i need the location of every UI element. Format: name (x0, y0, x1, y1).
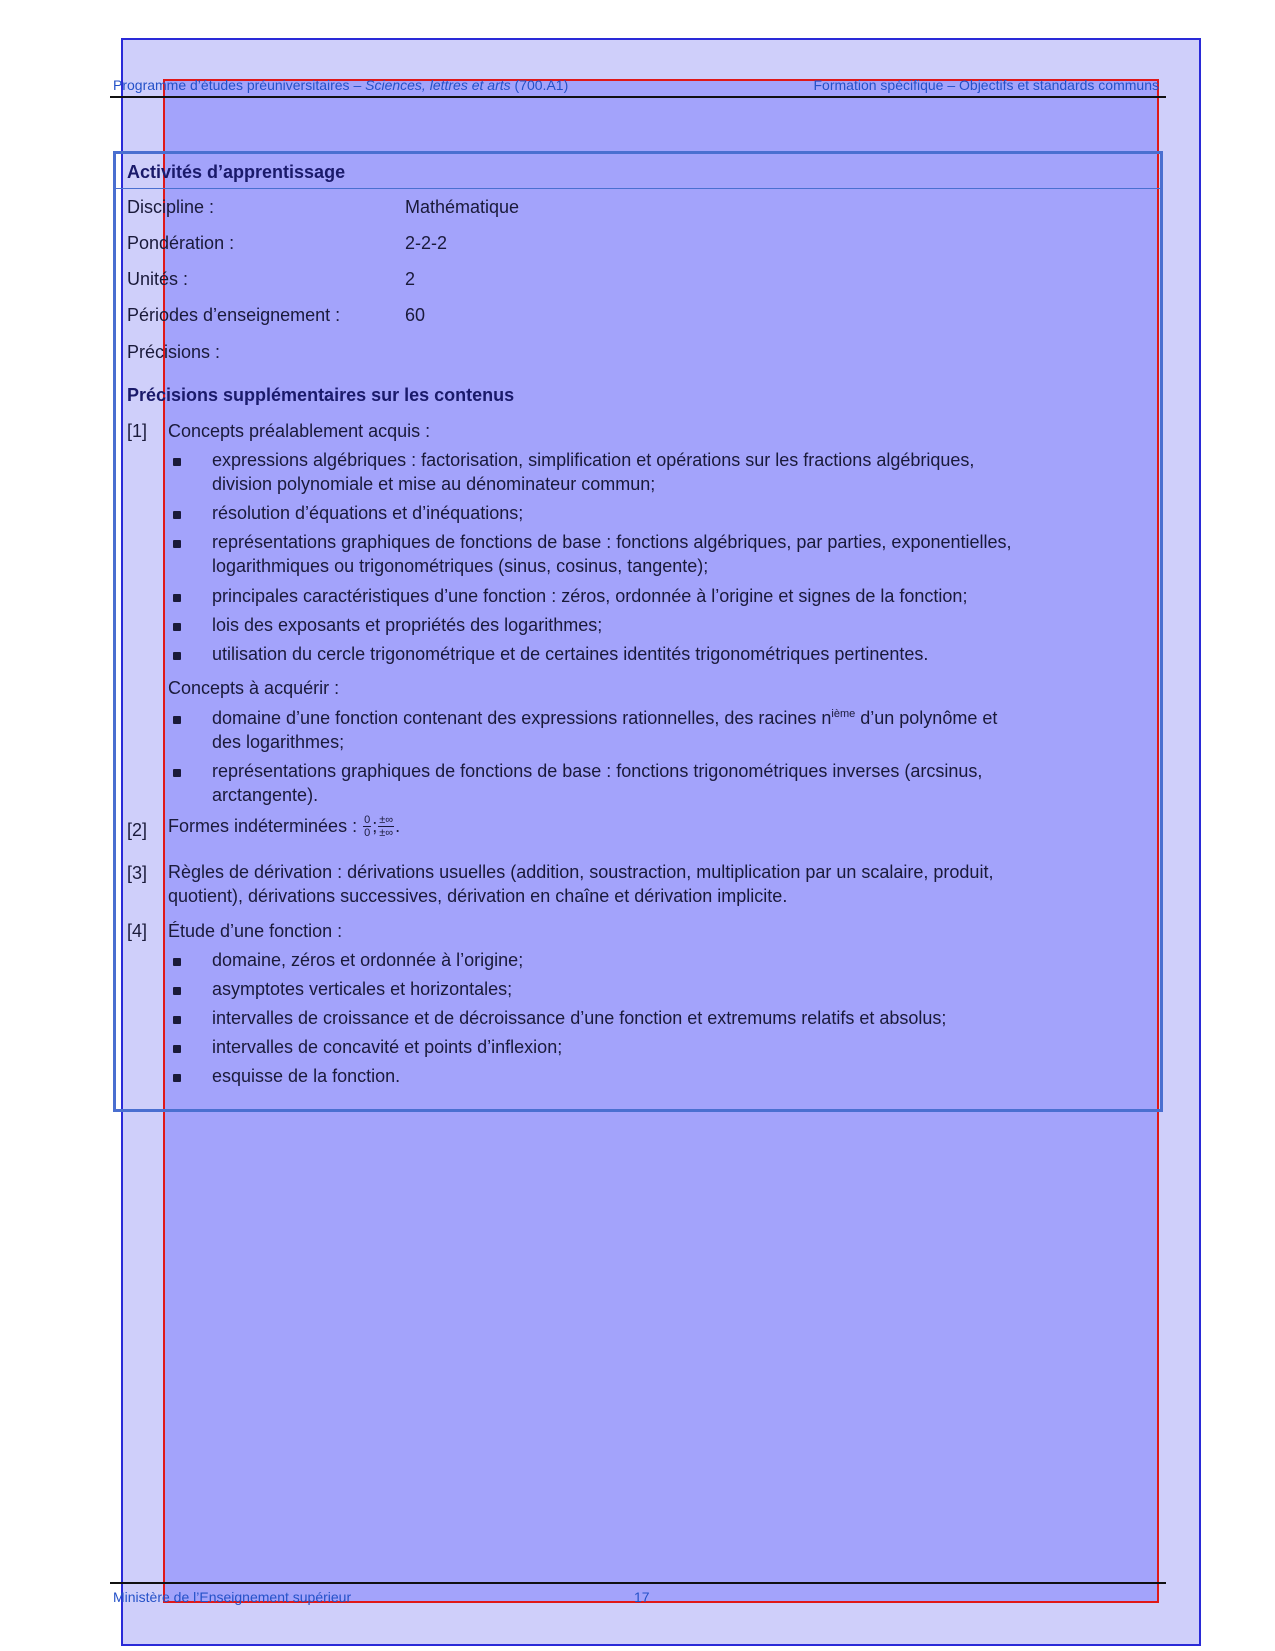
field-value-unites: 2 (405, 269, 416, 289)
page-number: 17 (634, 1589, 650, 1605)
bullet-marker (173, 987, 181, 995)
field-value-discipline: Mathématique (405, 197, 520, 217)
bullet-marker (173, 716, 181, 724)
content-subheading: Précisions supplémentaires sur les contenus (127, 385, 515, 405)
bullet-marker (173, 540, 181, 548)
field-label-unites: Unités : (127, 269, 189, 289)
list-item: intervalles de croissance et de décroissance d’une fonction et extremums relatifs et absolus; (212, 1008, 947, 1028)
item-number-1: [1] (127, 421, 148, 441)
fraction-zero-over-zero: $\frac{0}{0}$ (364, 814, 371, 839)
item-title-2: Formes indéterminées : $\frac{0}{0}$ ; $\frac{\pm\infty}{\pm\infty}$ . (168, 814, 401, 839)
bullet-marker (173, 1074, 181, 1082)
header-left-suffix: (700.A1) (510, 77, 569, 93)
header-left-italic: Sciences, lettres et arts (365, 77, 511, 93)
bullet-marker (173, 623, 181, 631)
footer-rule (110, 1582, 1166, 1584)
item-number-3: [3] (127, 863, 148, 883)
item-title-1: Concepts préalablement acquis : (168, 421, 431, 441)
field-value-ponderation: 2-2-2 (405, 233, 448, 253)
list-item: asymptotes verticales et horizontales; (212, 979, 513, 999)
list-item: domaine, zéros et ordonnée à l’origine; (212, 950, 524, 970)
list-item: intervalles de concavité et points d’inflexion; (212, 1037, 563, 1057)
bullet-marker (173, 652, 181, 660)
header-rule (110, 96, 1166, 98)
running-header-right: Formation spécifique – Objectifs et standards communs (813, 77, 1159, 93)
field-label-discipline: Discipline : (127, 197, 215, 217)
list-item: lois des exposants et propriétés des logarithmes; (212, 615, 603, 635)
footer-ministry: Ministère de l’Enseignement supérieur (113, 1589, 352, 1605)
field-label-periodes: Périodes d’enseignement : (127, 305, 341, 325)
bullet-marker (173, 958, 181, 966)
bullet-marker (173, 511, 181, 519)
sub-title-concepts-a-acquerir: Concepts à acquérir : (168, 678, 340, 698)
list-item: résolution d’équations et d’inéquations; (212, 503, 524, 523)
field-value-periodes: 60 (405, 305, 426, 325)
list-item: domaine d’une fonction contenant des expressions rationnelles, des racines $n^{ième}$ d’un polynôme et des logarithmes; (212, 708, 998, 752)
activities-box (113, 151, 1163, 1112)
header-left-prefix: Programme d’études préuniversitaires – (113, 77, 366, 93)
bullet-marker (173, 458, 181, 466)
item-number-4: [4] (127, 921, 148, 941)
item-text-3: Règles de dérivation : dérivations usuelles (addition, soustraction, multiplication par un scalaire, produit, quotient), dérivations successives, dérivation en chaîne et dérivation implicite. (168, 862, 994, 906)
list-item: esquisse de la fonction. (212, 1066, 401, 1086)
list-item: expressions algébriques : factorisation, simplification et opérations sur les fractions algébriques, division polynomiale et mise au dénominateur commun; (212, 450, 975, 494)
fraction-infinity-over-infinity: $\frac{\pm\infty}{\pm\infty}$ (379, 814, 394, 839)
item-title-4: Étude d’une fonction : (168, 921, 343, 941)
bullet-marker (173, 594, 181, 602)
list-item: principales caractéristiques d’une fonction : zéros, ordonnée à l’origine et signes de la fonction; (212, 586, 968, 606)
list-item: représentations graphiques de fonctions de base : fonctions algébriques, par parties, exponentielles, logarithmiques ou trigonométriques (sinus, cosinus, tangente); (212, 532, 1012, 576)
bullet-marker (173, 1016, 181, 1024)
list-item: représentations graphiques de fonctions de base : fonctions trigonométriques inverses (arcsinus, arctangente). (212, 761, 983, 805)
bullet-marker (173, 769, 181, 777)
field-label-precisions: Précisions : (127, 342, 221, 362)
running-header-left (113, 77, 568, 93)
box-title: Activités d’apprentissage (127, 162, 346, 182)
list-item: utilisation du cercle trigonométrique et de certaines identités trigonométriques pertinentes. (212, 644, 929, 664)
bullet-marker (173, 1045, 181, 1053)
item-number-2: [2] (127, 820, 148, 840)
box-title-row (116, 154, 1160, 189)
field-label-ponderation: Pondération : (127, 233, 235, 253)
